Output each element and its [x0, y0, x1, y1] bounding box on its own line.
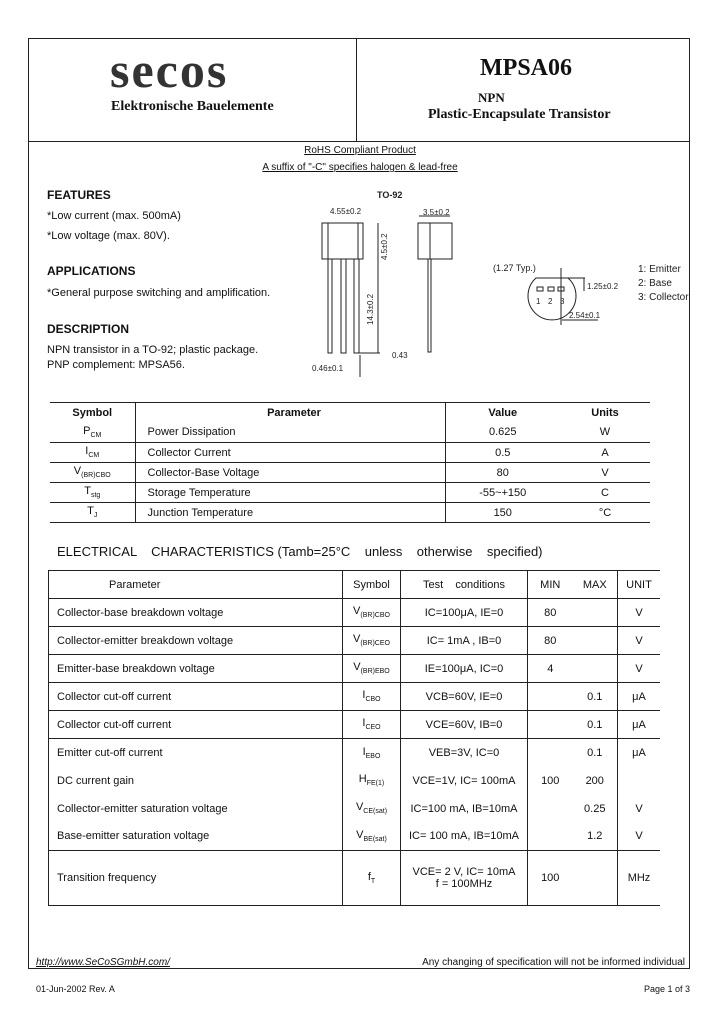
symbol: P [83, 425, 91, 438]
symbol: V [353, 661, 361, 674]
condition: IC= 100 mA, IB=10mA [408, 830, 520, 843]
condition-cell [401, 739, 528, 767]
website-link[interactable]: http://www.SeCoSGmbH.com/ [36, 957, 170, 968]
max-cell [573, 627, 618, 655]
symbol-cell [50, 463, 135, 483]
part-number: MPSA06 [480, 55, 572, 81]
symbol-cell [50, 423, 135, 443]
revision-date: 01-Jun-2002 Rev. A [36, 984, 115, 994]
max-cell: 1.2 [587, 830, 603, 843]
package-name: TO-92 [377, 190, 403, 200]
parameter-cell: Base-emitter saturation voltage [57, 830, 210, 843]
application-item: *General purpose switching and amplification. [47, 287, 271, 299]
unit-cell: V [618, 795, 661, 823]
symbol-subscript: EBO [365, 752, 381, 760]
min-cell: 80 [528, 599, 573, 627]
dim-pitch: (1.27 Typ.) [493, 263, 536, 273]
pin-label: 2: Base [638, 278, 672, 289]
symbol-subscript: (BR)CBO [81, 472, 111, 480]
min-cell [528, 739, 573, 767]
parameter-cell: Emitter cut-off current [57, 746, 163, 759]
symbol: T [84, 485, 91, 498]
company-subtitle: Elektronische Bauelemente [111, 99, 274, 114]
condition: f = 100MHz [435, 878, 493, 890]
dim-depth: 3.5±0.2 [423, 208, 450, 217]
parameter-cell: Storage Temperature [135, 483, 445, 503]
suffix-notice: A suffix of "-C" specifies halogen & lead-free [262, 162, 458, 173]
side-view [418, 216, 452, 352]
dim-width: 4.55±0.2 [330, 207, 362, 216]
table-row [49, 655, 661, 683]
max-cell: 0.25 [584, 802, 606, 815]
symbol-cell [343, 739, 401, 767]
dim-body-height: 4.5±0.2 [380, 233, 389, 260]
max-cell: 0.1 [573, 711, 618, 739]
symbol-cell [343, 767, 401, 795]
dim-flat: 1.25±0.2 [587, 282, 619, 291]
symbol-subscript: stg [90, 492, 101, 500]
unit-cell: V [618, 823, 661, 851]
condition-cell [401, 851, 528, 906]
symbol: I [362, 745, 366, 758]
feature-item: *Low current (max. 500mA) [47, 210, 181, 222]
symbol-subscript: (BR)CBO [360, 612, 390, 620]
col-header: Parameter [135, 403, 445, 423]
max-cell [573, 599, 618, 627]
symbol-cell [343, 627, 401, 655]
table-row [49, 711, 661, 739]
dim-lead-thickness: 0.43 [392, 351, 408, 360]
pin-label: 3: Collector [638, 292, 689, 303]
col-header: MIN [528, 571, 573, 599]
rohs-notice: RoHS Compliant Product [304, 145, 416, 156]
unit-cell: μA [618, 739, 661, 767]
symbol-subscript: T [370, 878, 376, 886]
parameter-cell: DC current gain [57, 774, 135, 787]
parameter-cell: Junction Temperature [135, 503, 445, 523]
symbol: V [73, 465, 82, 478]
value-cell: 150 [445, 503, 560, 523]
unit-cell: A [560, 443, 650, 463]
package-drawing [300, 180, 700, 385]
col-header: MAX [573, 571, 618, 599]
applications-heading: APPLICATIONS [47, 264, 136, 278]
symbol-cell [50, 443, 135, 463]
unit-cell: μA [618, 683, 661, 711]
parameter-cell: Collector-emitter breakdown voltage [49, 627, 343, 655]
description-line: PNP complement: MPSA56. [47, 359, 185, 371]
product-description: Plastic-Encapsulate Transistor [428, 107, 611, 122]
symbol-subscript: (BR)EBO [360, 668, 390, 676]
symbol-cell [343, 795, 401, 823]
table-row [49, 795, 661, 823]
symbol: f [367, 870, 371, 883]
unit-cell: W [599, 426, 611, 439]
electrical-title: ELECTRICAL CHARACTERISTICS (Tamb=25°C unless otherwise specified) [57, 544, 543, 559]
symbol: H [358, 773, 367, 786]
symbol-cell [343, 851, 401, 906]
min-cell: 80 [528, 627, 573, 655]
dim-lead-width: 0.46±0.1 [312, 364, 344, 373]
symbol-subscript: CE(sat) [363, 808, 388, 816]
condition: IC= 1mA , IB=0 [426, 634, 502, 647]
parameter-cell: Emitter-base breakdown voltage [49, 655, 343, 683]
table-row [49, 767, 661, 795]
parameter-cell: Collector cut-off current [49, 683, 343, 711]
condition: IE=100μA, IC=0 [424, 662, 504, 675]
symbol-subscript: CBO [365, 696, 381, 704]
max-cell: 200 [585, 774, 604, 787]
description-line: NPN transistor in a TO-92; plastic package. [47, 344, 259, 356]
condition-cell [401, 627, 528, 655]
value-cell: -55~+150 [445, 483, 560, 503]
col-header: Units [591, 406, 619, 419]
unit-cell: V [618, 655, 661, 683]
table-row [50, 503, 650, 523]
table-row [49, 627, 661, 655]
symbol-subscript: CM [88, 452, 100, 460]
min-cell: 100 [528, 851, 573, 906]
min-cell [528, 823, 573, 851]
pin-number: 1 [536, 297, 541, 306]
symbol-subscript: J [93, 512, 98, 520]
max-cell: 0.1 [573, 683, 618, 711]
pin-number: 3 [560, 297, 565, 306]
unit-cell: μA [618, 711, 661, 739]
col-header: Symbol [72, 406, 113, 419]
table-row [50, 483, 650, 503]
col-header: Parameter [49, 571, 343, 599]
unit-cell: V [618, 627, 661, 655]
pin-number: 2 [548, 297, 553, 306]
symbol: I [362, 689, 366, 702]
header-vertical-divider [356, 38, 357, 142]
condition: VCB=60V, IE=0 [425, 690, 503, 703]
unit-cell: °C [560, 503, 650, 523]
col-header: UNIT [618, 571, 661, 599]
symbol-subscript: (BR)CEO [360, 640, 390, 648]
table-row [50, 463, 650, 483]
symbol: I [362, 717, 366, 730]
table-row [49, 599, 661, 627]
col-header: Test conditions [401, 571, 528, 599]
min-cell: 4 [528, 655, 573, 683]
symbol-subscript: FE(1) [366, 780, 385, 788]
condition-cell [401, 767, 528, 795]
company-logo: secos [110, 42, 229, 98]
parameter-cell: Collector cut-off current [49, 711, 343, 739]
min-cell [528, 711, 573, 739]
max-cell [573, 851, 618, 906]
max-cell [573, 655, 618, 683]
symbol: I [85, 445, 89, 458]
symbol: V [356, 829, 364, 842]
unit-cell: MHz [618, 851, 661, 906]
condition-cell [401, 711, 528, 739]
symbol: V [355, 801, 364, 814]
symbol-cell [50, 503, 135, 523]
col-header: Value [445, 403, 560, 423]
symbol-cell [50, 483, 135, 503]
col-header: Symbol [343, 571, 401, 599]
unit-cell: C [560, 483, 650, 503]
value-cell: 80 [445, 463, 560, 483]
condition: IC=100μA, IE=0 [424, 606, 504, 619]
parameter-cell: Power Dissipation [135, 423, 445, 443]
dim-lead-length: 14.3±0.2 [366, 293, 375, 325]
min-cell [528, 683, 573, 711]
symbol-cell [343, 711, 401, 739]
condition: VCE=1V, IC= 100mA [412, 774, 516, 787]
max-cell: 0.1 [587, 746, 603, 759]
disclaimer: Any changing of specification will not be informed individual [422, 957, 685, 968]
condition: VEB=3V, IC=0 [428, 746, 500, 759]
unit-cell [618, 767, 661, 795]
min-cell: 100 [528, 767, 573, 795]
feature-item: *Low voltage (max. 80V). [47, 230, 170, 242]
table-row [49, 851, 661, 906]
symbol-cell [343, 683, 401, 711]
features-heading: FEATURES [47, 188, 111, 202]
condition: VCE=60V, IB=0 [425, 718, 503, 731]
parameter-cell: Collector-emitter saturation voltage [57, 802, 228, 815]
transistor-type: NPN [478, 90, 505, 105]
unit-cell: V [560, 463, 650, 483]
value-cell: 0.625 [445, 423, 560, 443]
symbol-cell [343, 599, 401, 627]
condition: IC=100 mA, IB=10mA [410, 802, 518, 815]
symbol: V [353, 605, 361, 618]
symbol: V [353, 633, 361, 646]
unit-cell: V [618, 599, 661, 627]
pin-label: 1: Emitter [638, 264, 681, 275]
symbol-cell [343, 655, 401, 683]
condition-cell [401, 795, 528, 823]
condition-cell [401, 823, 528, 851]
condition-cell [401, 655, 528, 683]
table-row [49, 823, 661, 851]
condition: VCE= 2 V, IC= 10mA [412, 866, 516, 878]
symbol-subscript: BE(sat) [363, 836, 387, 844]
condition-cell [401, 683, 528, 711]
electrical-characteristics-table [48, 570, 660, 906]
parameter-cell: Collector-base breakdown voltage [49, 599, 343, 627]
condition-cell [401, 599, 528, 627]
min-cell [528, 795, 573, 823]
parameter-cell: Transition frequency [49, 851, 343, 906]
table-row [50, 443, 650, 463]
table-row [50, 423, 650, 443]
page-number: Page 1 of 3 [643, 984, 690, 994]
parameter-cell: Collector-Base Voltage [135, 463, 445, 483]
absolute-max-ratings-table [50, 402, 650, 523]
parameter-cell: Collector Current [135, 443, 445, 463]
table-row [49, 739, 661, 767]
value-cell: 0.5 [445, 443, 560, 463]
symbol-cell [343, 823, 401, 851]
header-divider [28, 141, 690, 142]
symbol-subscript: CM [90, 432, 102, 440]
description-heading: DESCRIPTION [47, 322, 130, 336]
table-row [49, 683, 661, 711]
symbol: T [87, 505, 94, 518]
dim-span: 2.54±0.1 [569, 311, 601, 320]
symbol-subscript: CEO [365, 724, 381, 732]
